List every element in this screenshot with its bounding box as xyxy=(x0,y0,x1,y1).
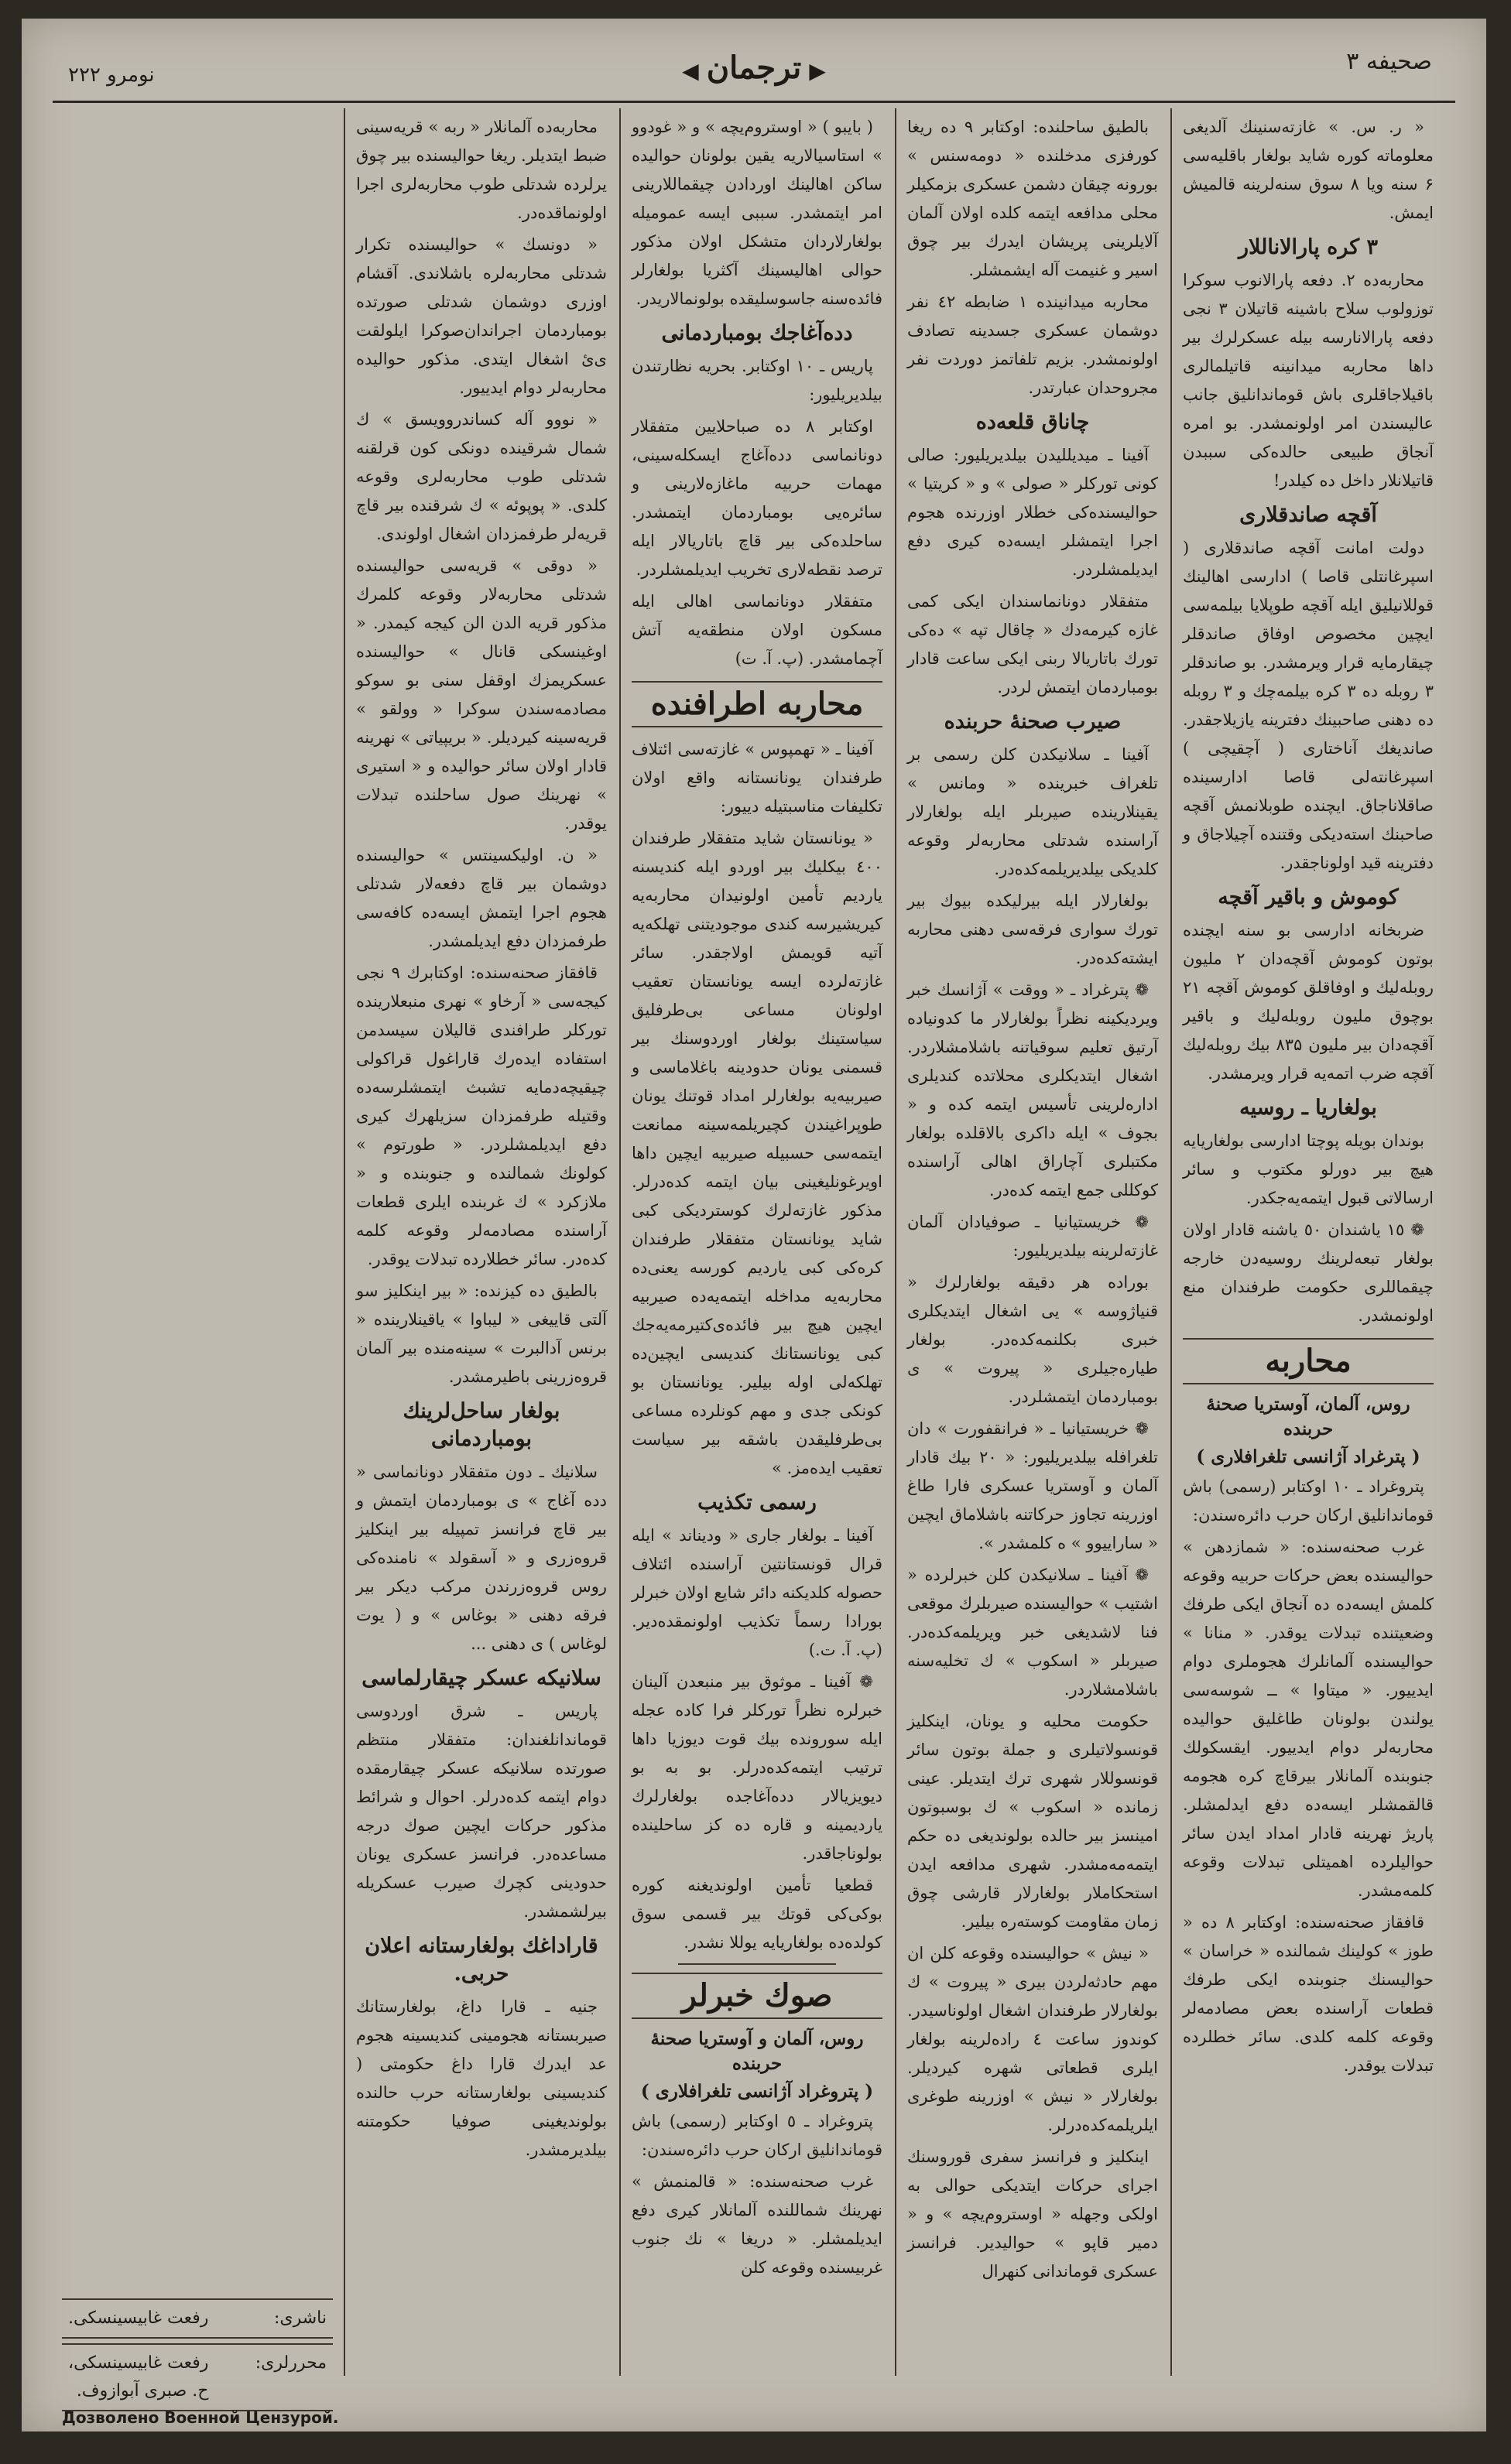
article-paragraph: بالطیق ده كیزنده: « بیر اینكلیز سو آلتی قاییغی « لیباوا » یاقینلارینده « برنس آدالبرت » سینه‌منده بیر آلمان قروه‌زرینی باطیرمشدر. xyxy=(356,1282,607,1386)
article-paragraph: ❁ آفینا ـ سلانیكدن كلن خبرلرده « اشتیب » حوالیسنده صیربلرك موقعی فنا لاشدیغی خبر ویریلمه‌كده‌در. صیربلر « اسكوب » ك تخلیه‌سنه باشلامشلاردر. xyxy=(907,1566,1158,1699)
censor-note: Дозволено Военной Цензурой. xyxy=(62,2408,339,2427)
masthead xyxy=(674,50,834,86)
article-paragraph: بالطیق ساحلنده: اوكتابر ۹ ده ریغا كورفزی مدخلنده « دومه‌سنس » بورونه چیقان دشمن عسكری بزمكیلر محلی مدافعه ایتمه كلده اولان آلمان آلایلرینی پریشان ایدرك بیر چوق اسیر و غنیمت آله ایشمشلر. xyxy=(907,118,1158,279)
article-paragraph: محاربه میدانینده ١ ضابطه ٤٢ نفر دوشمان عسكری جسدینه تصادف اولونمشدر. بزیم تلفاتمز دوردت نفر مجروحدان عبارتدر. xyxy=(907,293,1158,397)
article-headline: بولغار ساحل‌لرینك بومباردمانی xyxy=(403,1399,560,1451)
article-headline: كوموش و باقیر آقچه xyxy=(1218,885,1399,909)
article-paragraph: « دوقی » قریه‌سی حوالیسنده شدتلی محاربه‌لار وقوعه كلمرك مذكور قریه الدن الن كیجه كیمدر. « اوغینسكی قانال » حواليسنده عسكریمزك اوقفل سنی بو سوكو مصادمه‌سندن سوكرا « وولقو » قریه‌سینه كیردیلر. « بریپیاتی » نهرینه قادار اولان سائر حواليده و « استیری » نهرینك صول ساحلنده تبدلات یوقدر. xyxy=(356,556,607,833)
header-rule xyxy=(53,101,1455,103)
column-1 xyxy=(1177,108,1440,2376)
article-paragraph: حكومت محلیه و یونان، اینكلیز قونسولاتیلری و جملة بوتون سائر قونسوللار شهری ترك ایتدیلر. عینی زمانده « اسكوب » ك بوسبوتون امینسز بیر حالده بولوندیغی ده حكم ایتمه‌مه‌مشدر. شهری مدافعه ایدن استحكاملار بولغارلار قارشی چوق زمان مقاومت كوسته‌ره بیلیر. xyxy=(907,1712,1158,1931)
article-headline: چاناق قلعه‌ده xyxy=(975,410,1090,434)
page-header xyxy=(22,19,1486,104)
section-heading: صوك خبرلر xyxy=(632,1973,882,2019)
article-paragraph: غرب صحنه‌سنده: « قالمنمش » نهرینك شماللنده آلمانلار كیری دفع ایدیلمشلر. « دریغا » نك جنوب غربیسنده وقوعه كلن xyxy=(632,2172,882,2277)
article-paragraph: « یونانستان شاید متفقلار طرفندان ٤٠٠ بیكلیك بیر اوردو ایله كندیسنه یاردیم تأمین اولونیدان محاربه‌یه كیریشیرسه كندی موجودیتنی تهلكه‌یه آتیه قویمش اولاجقدر. سائر غازته‌لرده ایسه یونانستان تعقیب اولونان مساعی بی‌طرفلیق سیاستینك بولغار اوردوسنك بیر قسمنی یونان حدودینه باغلاماسی و صیربیه‌یه بولغارلر امداد قوتنك یونان طوپراغیندن كچیریلمه‌سینه ممانعت ایتمه‌سی حسبیله صیربیه ایچین داها اویرغونلیغینی بیان ایتمه كده‌درلر. مذكور غازته‌لرك كوستردیكی كبی شاید یونانستان متفقلار طرفندان كره‌كی كبی یاردیم كورسه یعنی‌ده محاربه‌یه مداخله ایتمه‌یه‌ده صیربیه ایچین هیچ بیر فائده‌ی‌كتیرمه‌یه‌جك كبی یونانستانك كندیسی ایچین‌ده تهلكه‌لی اوله بیلیر. یونانستان بو كونكی جدی و مهم كونلرده مساعی بی‌طرفلیقدن باشقه بیر سیاست تعقیب ایده‌مز. » xyxy=(632,829,882,1477)
publisher-name: رفعت غابیسینسكی. xyxy=(68,2308,209,2328)
editors-box xyxy=(62,2343,333,2411)
article-paragraph: « نووو آله كساندروویسق » ك شمال شرقینده دونكی كون قرلقنه شدتلی طوب محاربه‌لری وقوعه كلدی. « پوپوئه » ك شرقنده بیر قاچ قریه‌لر طرفمزدان اشغال اولوندی. xyxy=(356,410,607,543)
article-headline: ۳ كره پارالاناللار xyxy=(1238,235,1378,259)
column-divider xyxy=(344,108,345,2376)
imprint xyxy=(62,2294,333,2411)
article-paragraph: پاریس ـ شرق اوردوسی قوماندانلغندان: متفقلار منتظم صورتده سلانیكه عسكر چیقارمقده دوام ایتمه كده‌درلر. احوال و شرائط مذكور حركات ایچین صوك درجه مساعده‌در. فرانسز عسكری یونان حدودینی كچرك صیرب عسكریله بیرلشمشدر. xyxy=(356,1702,607,1921)
article-paragraph: آفینا ـ میدیللیدن بیلدیریلیور: صالی كونی توركلر « صولی » و « كریتیا » حوالیسنده‌كی خطلار اوزرنده هجوم اجرا ایتمشلر ایسه‌ده كیری دفع ایدیلمشلردر. xyxy=(907,446,1158,579)
article-paragraph: متفقلار دونانماسی اهالی ایله مسكون اولان منطقه‌یه آتش آچمامشدر. (پ. آ. ت) xyxy=(632,592,882,668)
column-divider xyxy=(1170,108,1172,2376)
article-paragraph: آفینا ـ بولغار جاری « ودیناند » ایله قرال قونستانتین آراسنده ائتلاف حصوله كلدیكنه دائر شایع اولان خبرلر بورادا رسماً تكذیب اولونمقده‌دیر. (پ. آ. ت.) xyxy=(632,1526,882,1659)
article-paragraph: « دونسك » حوالیسنده تكرار شدتلی محاربه‌لره باشلاندی. آقشام اوزری دوشمان شدتلی صورتده بومباردمان اجراندان‌صوكرا ایلولقت ی‌ئ اشغال ایتدی. مذكور حوالیده محاربه‌لر دوام ایدییور. xyxy=(356,235,607,397)
column-divider xyxy=(895,108,896,2376)
article-headline: دده‌آغاجك بومباردمانی xyxy=(661,321,853,345)
editors-label: محررلری: xyxy=(255,2353,327,2373)
article-paragraph: اینكلیز و فرانسز سفری قوروسنك اجرای حركات ایتدیكی حوالی به اولكی وجهله « اوستروم‌یچه » و « دمیر قاپو » حوالیدیر. فرانسز عسكری قوماندانی كنهرال xyxy=(907,2147,1158,2281)
article-headline: روس، آلمان و آوستریا صحنهٔ حربنده xyxy=(650,2028,864,2074)
article-paragraph: ❁ آفینا ـ موثوق بیر منبعدن آلینان خبرلره نظراً توركلر فرا كاده عجله ایله سورونده بیك قوت دیوزیا داها ترتیب ایتمه‌كده‌درلر. بو به بو دیویزیالار دده‌آغاجده بولغارلرك یاردیمینه و قاره ده كز ساحلینده بولوناجاقدر. xyxy=(632,1672,882,1863)
publisher-box xyxy=(62,2298,333,2339)
article-paragraph: اوكتابر ۸ ده صباحلایین متفقلار دونانماسی دده‌آغاج ایسكله‌سینی، مهمات حربیه ماغازه‌لارینی و سائره‌یی بومباردمان ایتمشدر. ساحلده‌كی بیر قاچ باتاریالار ایله ترصد نقطه‌لاری تخریب ایدیلمشلردر. xyxy=(632,417,882,579)
article-paragraph: بوراده هر دقیقه بولغارلرك « قنیاژوسه » یی اشغال ایتدیكلری خبری بكلنمه‌كده‌در. بولغار طیاره‌جیلری « پیروت » ی بومباردمان ایتمشلردر. xyxy=(907,1273,1158,1406)
article-headline: آقچه صاندقلاری xyxy=(1239,503,1377,527)
article-headline: صیرب صحنهٔ حربنده xyxy=(944,710,1122,734)
article-headline: قاراداغك بولغارستانه اعلان حربی. xyxy=(365,1934,598,1986)
column-2 xyxy=(901,108,1164,2376)
ornament-left-icon: ◀ xyxy=(682,58,699,84)
article-paragraph: ❁ خریستیانیا ـ « فرانقفورت » دان تلغرافله بیلدیریلیور: « ۲۰ بیك قادار آلمان و آوستریا عسكری فارا طاغ اوزرینه تجاوز حركاتنه باشلاماق ایچین « ساراییوو » ه كلمشدر ». xyxy=(907,1419,1159,1552)
column-3 xyxy=(625,108,889,2376)
article-paragraph: ❁ ١٥ یاشندان ٥٠ یاشنه قادار اولان بولغار تبعه‌لرینك روسیه‌دن خارجه چیقماللری حكومت طرفندان منع اولونمشدر. xyxy=(1183,1220,1434,1325)
article-paragraph: پتروغراد ـ ٥ اوكتابر (رسمی) باش قوماندانلیق اركان حرب دائره‌سندن: xyxy=(632,2112,882,2159)
article-paragraph: ❁ پترغراد ـ « ووقت » آژانسك خبر ویردیكینه نظراً بولغارلار ما كدونیاده آرتیق تعلیم سوقیاتنه باشلامشلاردر. اشغال ایتدیكلری محلاتده كندیلری اداره‌لرینی تأسیس ایتمه كده و « بجوف » ایله داكری بالاقلده بولغار مكتبلری آچاراق اهالی آراسنده كوكللی جمع ایتمه كده‌در. xyxy=(907,980,1158,1199)
article-headline: ( پتروغراد آژانسی تلغرافلاری ) xyxy=(640,2081,874,2102)
article-headline: سلانیكه عسكر چیقارلماسی xyxy=(361,1666,601,1690)
article-paragraph: دولت امانت آقچه صاندقلاری ( اسپرغانتلی قاصا ) ادارسی اهالینك قوللانیلیق ایله آقچه طوپلایا بیلمه‌سی ایچین مخصوص اوفاق صاندقلر چیقارمایه قرار ویرمشدر. بو صاندقلر ۳ روبله ده ۳ كره بیلمه‌چك و ۳ روبله ده دهنی صاحبینك دفترینه یازیلاجقدر. صاندیغك آناختاری ( آچقیچی ) اسپرغانته‌لی قاصا ادارسینده صاقلاناجاق. ایچنده طوبلانمش آقچه صاحبنك استه‌دیكی وقتنده آچیلاجاق و دفترینه قید اولوناجقدر. xyxy=(1183,539,1434,872)
article-paragraph: پاریس ـ ١٠ اوكتابر. بحریه نظارتندن بیلدیریلیور: xyxy=(632,357,882,404)
article-paragraph: پتروغراد ـ ١٠ اوكتابر (رسمی) باش قوماندانلیق اركان حرب دائره‌سندن: xyxy=(1183,1477,1434,1525)
article-paragraph: ( بایبو ) « اوستروم‌یچه » و « غودوو » استاسیالاریه یقین بولونان حوالیده ساكن اهالینك اوردادن چیقماللارینی امر ایتمشدر. سببی ایسه عمومیله بولغارلاردان متشكل اولان مذكور حوالی اهالیسینك آكثریا بولغارلر فائده‌سنه جاسوسلیقده بولونمالاریدر. xyxy=(632,118,882,308)
article-paragraph: جنیه ـ قارا داغ، بولغارستانك صیربستانه هجومینی كندیسینه هجوم عد ایدرك قارا داغ حكومتی ( كندیسینی بولغارستانه حرب حالنده بولوندیغینی صوفیا حكومتنه بیلدیرمشدر. xyxy=(356,1997,607,2159)
issue-number: نومرو ٢٢٢ xyxy=(68,63,155,87)
article-headline: روس، آلمان، آوستریا صحنهٔ حربنده xyxy=(1206,1394,1410,1439)
column-divider xyxy=(619,108,621,2376)
article-paragraph: قطعیا تأمین اولوندیغنه كوره بوكی‌كی قوتك بیر قسمی سوق كولده‌ده بولغاریایه یوللا نشدر. xyxy=(632,1876,882,1952)
column-4 xyxy=(350,108,613,2159)
article-headline: ( پترغراد آژانسی تلغرافلاری ) xyxy=(1196,1446,1420,1467)
editor-name: رفعت غابیسینسكی، xyxy=(68,2353,209,2373)
article-paragraph: غرب صحنه‌سنده: « شمازدهن » حوالیسنده بعض حركات حربیه وقوعه كلمش ایسه‌ده ده آنجاق ایكی طرفك وضعیتنده تبدلات یوقدر. « منانا » حوالیسنده آلمانلرك هجوملری دوام ایدییور. « میتاوا » ــ شوسه‌سی یولندن بولونان طاغلیق حوالیده محاربه‌لر دوام ایدییور. ایقسكولك جنوبنده آلمانلار بیرقاچ كره هجومه قالقمشلر ایسه‌ده دفع ایدلمشلر. پاریژ نهرینه قادار امداد ایدن سائر حوالیلرده اهمیتلی تبدلات وقوعه كلمه‌مشدر. xyxy=(1183,1538,1434,1900)
article-paragraph: بولغارلار ایله بیرلیكده بیوك بیر تورك سواری فرقه‌سی دهنی محاربه ایشته‌كده‌در. xyxy=(907,891,1158,967)
article-paragraph: محاربه‌ده آلمانلار « ربه » قریه‌سینی ضبط ایتدیلر. ریغا حوالیسنده بیر چوق یرلرده شدتلی طوب محاربه‌لری اجرا اولونماقده‌در. xyxy=(356,118,607,222)
article-paragraph: محاربه‌ده ۲. دفعه پارالانوب سوكرا توزولوب سلاح باشینه قاتیلان ۳ نجی دفعه پارالانارسه بیله عسكرلرك بیر داها محاربه میدانینه قاتیلمالری باقیلاجاقلری باش قوماندانلیق جانب عالیسندن امر اولونمشدر. بو امره آنجاق طبیعی حالده‌كی سببدن قاتیلانلار داخل ده كیلدر! xyxy=(1183,271,1434,490)
section-heading: محاربه اطرافنده xyxy=(632,681,882,727)
article-paragraph: آفینا ـ سلانیكدن كلن رسمی بر تلغراف خبرینده « ومانس » یقینلارینده صیربلر ایله بولغارلار آراسنده شدتلی محاربه‌لر وقوعه كلدیكی بیلدیریلمه‌كده‌در. xyxy=(907,745,1158,878)
ornament-right-icon: ▶ xyxy=(809,58,826,84)
page-number: صحیفه ٣ xyxy=(1346,48,1432,75)
newspaper-page xyxy=(22,19,1486,2431)
article-paragraph: بوندان بویله پوچتا ادارسی بولغاریایه هیچ بیر دورلو مكتوب و سائر ارسالاتی قبول ایتمه‌یه‌جكدر. xyxy=(1183,1131,1434,1207)
article-paragraph: متفقلار دونانماسندان ایكی كمی غازه كیرمه‌دك « چاقال تپه » ده‌كی تورك باتاریالا ربنی ایكی ساعت قادار بومباردمان ایتمش لردر. xyxy=(907,592,1158,696)
article-paragraph: سلانیك ـ دون متفقلار دونانماسی « دده آغاج » ی بومباردمان ایتمش و بیر قاچ فرانسز تمپیله بیر اینكلیز قروه‌زری و « آسقولد » نامنده‌كی روس قروه‌زرندن مركب دیكر بیر فرقه دهنی « بوغاس » و ( یوت لوغاس ) ی دهنی ... xyxy=(356,1463,607,1653)
article-paragraph: قافقاز صحنه‌سنده: اوكتابرك ۹ نجی كیجه‌سی « آرخاو » نهری منبعلارینده توركلر طرافندی قالیلان سیسدمن استفاده ایده‌رك قاراغول قراكولی چیقیچه‌دمایه تشبث ایتمشلرسه‌ده وقتیله طرفمزدان سزیلهرك كیری دفع ایدیلمشلردر. « طورتوم » كولونك شمالنده و جنوبنده و « ملازكرد » ك غربنده ایلری قطعات آراسنده مصادمه‌لر وقوعه كلمه كده‌در. سائر خطلارده تبدلات یوقدر. xyxy=(356,963,607,1268)
article-headline: بولغاریا ـ روسیه xyxy=(1239,1096,1377,1120)
article-headline: رسمی تكذیب xyxy=(697,1490,817,1514)
article-paragraph: آفینا ـ « تهمپوس » غازته‌سی ائتلاف طرفندان یونانستانه واقع اولان تكلیفات مناسبتیله دییور: xyxy=(632,740,882,816)
editor-name: ح. صبری آبوازوف. xyxy=(76,2381,209,2401)
masthead-title: ترجمان xyxy=(706,50,802,86)
article-paragraph: « ر. س. » غازته‌سنینك آلدیغی معلوماته كوره شاید بولغار باقلیه‌سی ۶ سنه ویا ۸ سوق سنه‌لرینه قالمیش ایمش. xyxy=(1183,118,1434,222)
article-paragraph: ❁ خریستیانیا ـ صوفیادان آلمان غازته‌لرینه بیلدیریلیور: xyxy=(907,1213,1158,1260)
publisher-label: ناشری: xyxy=(273,2308,327,2328)
article-paragraph: « نیش » حوالیسنده وقوعه كلن ان مهم حادثه‌لردن بیری « پیروت » ك بولغارلار طرفندان اشغال اولوناسیدر. كوندوز ساعت ٤ راده‌لرینه بولغار ایلری قطعاتی شهره كیردیلر. بولغارلار « نیش » اوزرینه طوغری ایلریلمه‌كده‌درلر. xyxy=(907,1944,1158,2134)
article-paragraph: قافقاز صحنه‌سنده: اوكتابر ۸ ده « طوز » كولینك شمالنده « خراسان » حوالیسنك جنوبنده ایكی طرفك قطعات آراسنده بعض مصادمه‌لر وقوعه كلمه كلدی. سائر خطلرده تبدلات یوقدر. xyxy=(1183,1913,1434,2075)
article-paragraph: ضربخانه ادارسی بو سنه ایچنده بوتون كوموش آقچه‌دان ۲ ملیون روبله‌لیك و اوفاقلق كوموش آقچه ۲۱ بوچوق ملیون روبله‌لیك و باقیر آقچه‌دان بیر ملیون ۸۳۵ بیك روبله‌لیك آقچه ضرب اتمه‌یه قرار ویرمشدر. xyxy=(1183,921,1434,1083)
section-heading: محاربه xyxy=(1183,1338,1434,1384)
section-separator xyxy=(678,1963,836,1965)
article-columns xyxy=(62,108,1455,2376)
article-paragraph: « ن. اولیكسینتس » حوالیسنده دوشمان بیر قاچ دفعه‌لار شدتلی هجوم اجرا ایتمش ایسه‌ده كافه‌سی طرفمزدان دفع ایدیلمشدر. xyxy=(356,846,607,950)
